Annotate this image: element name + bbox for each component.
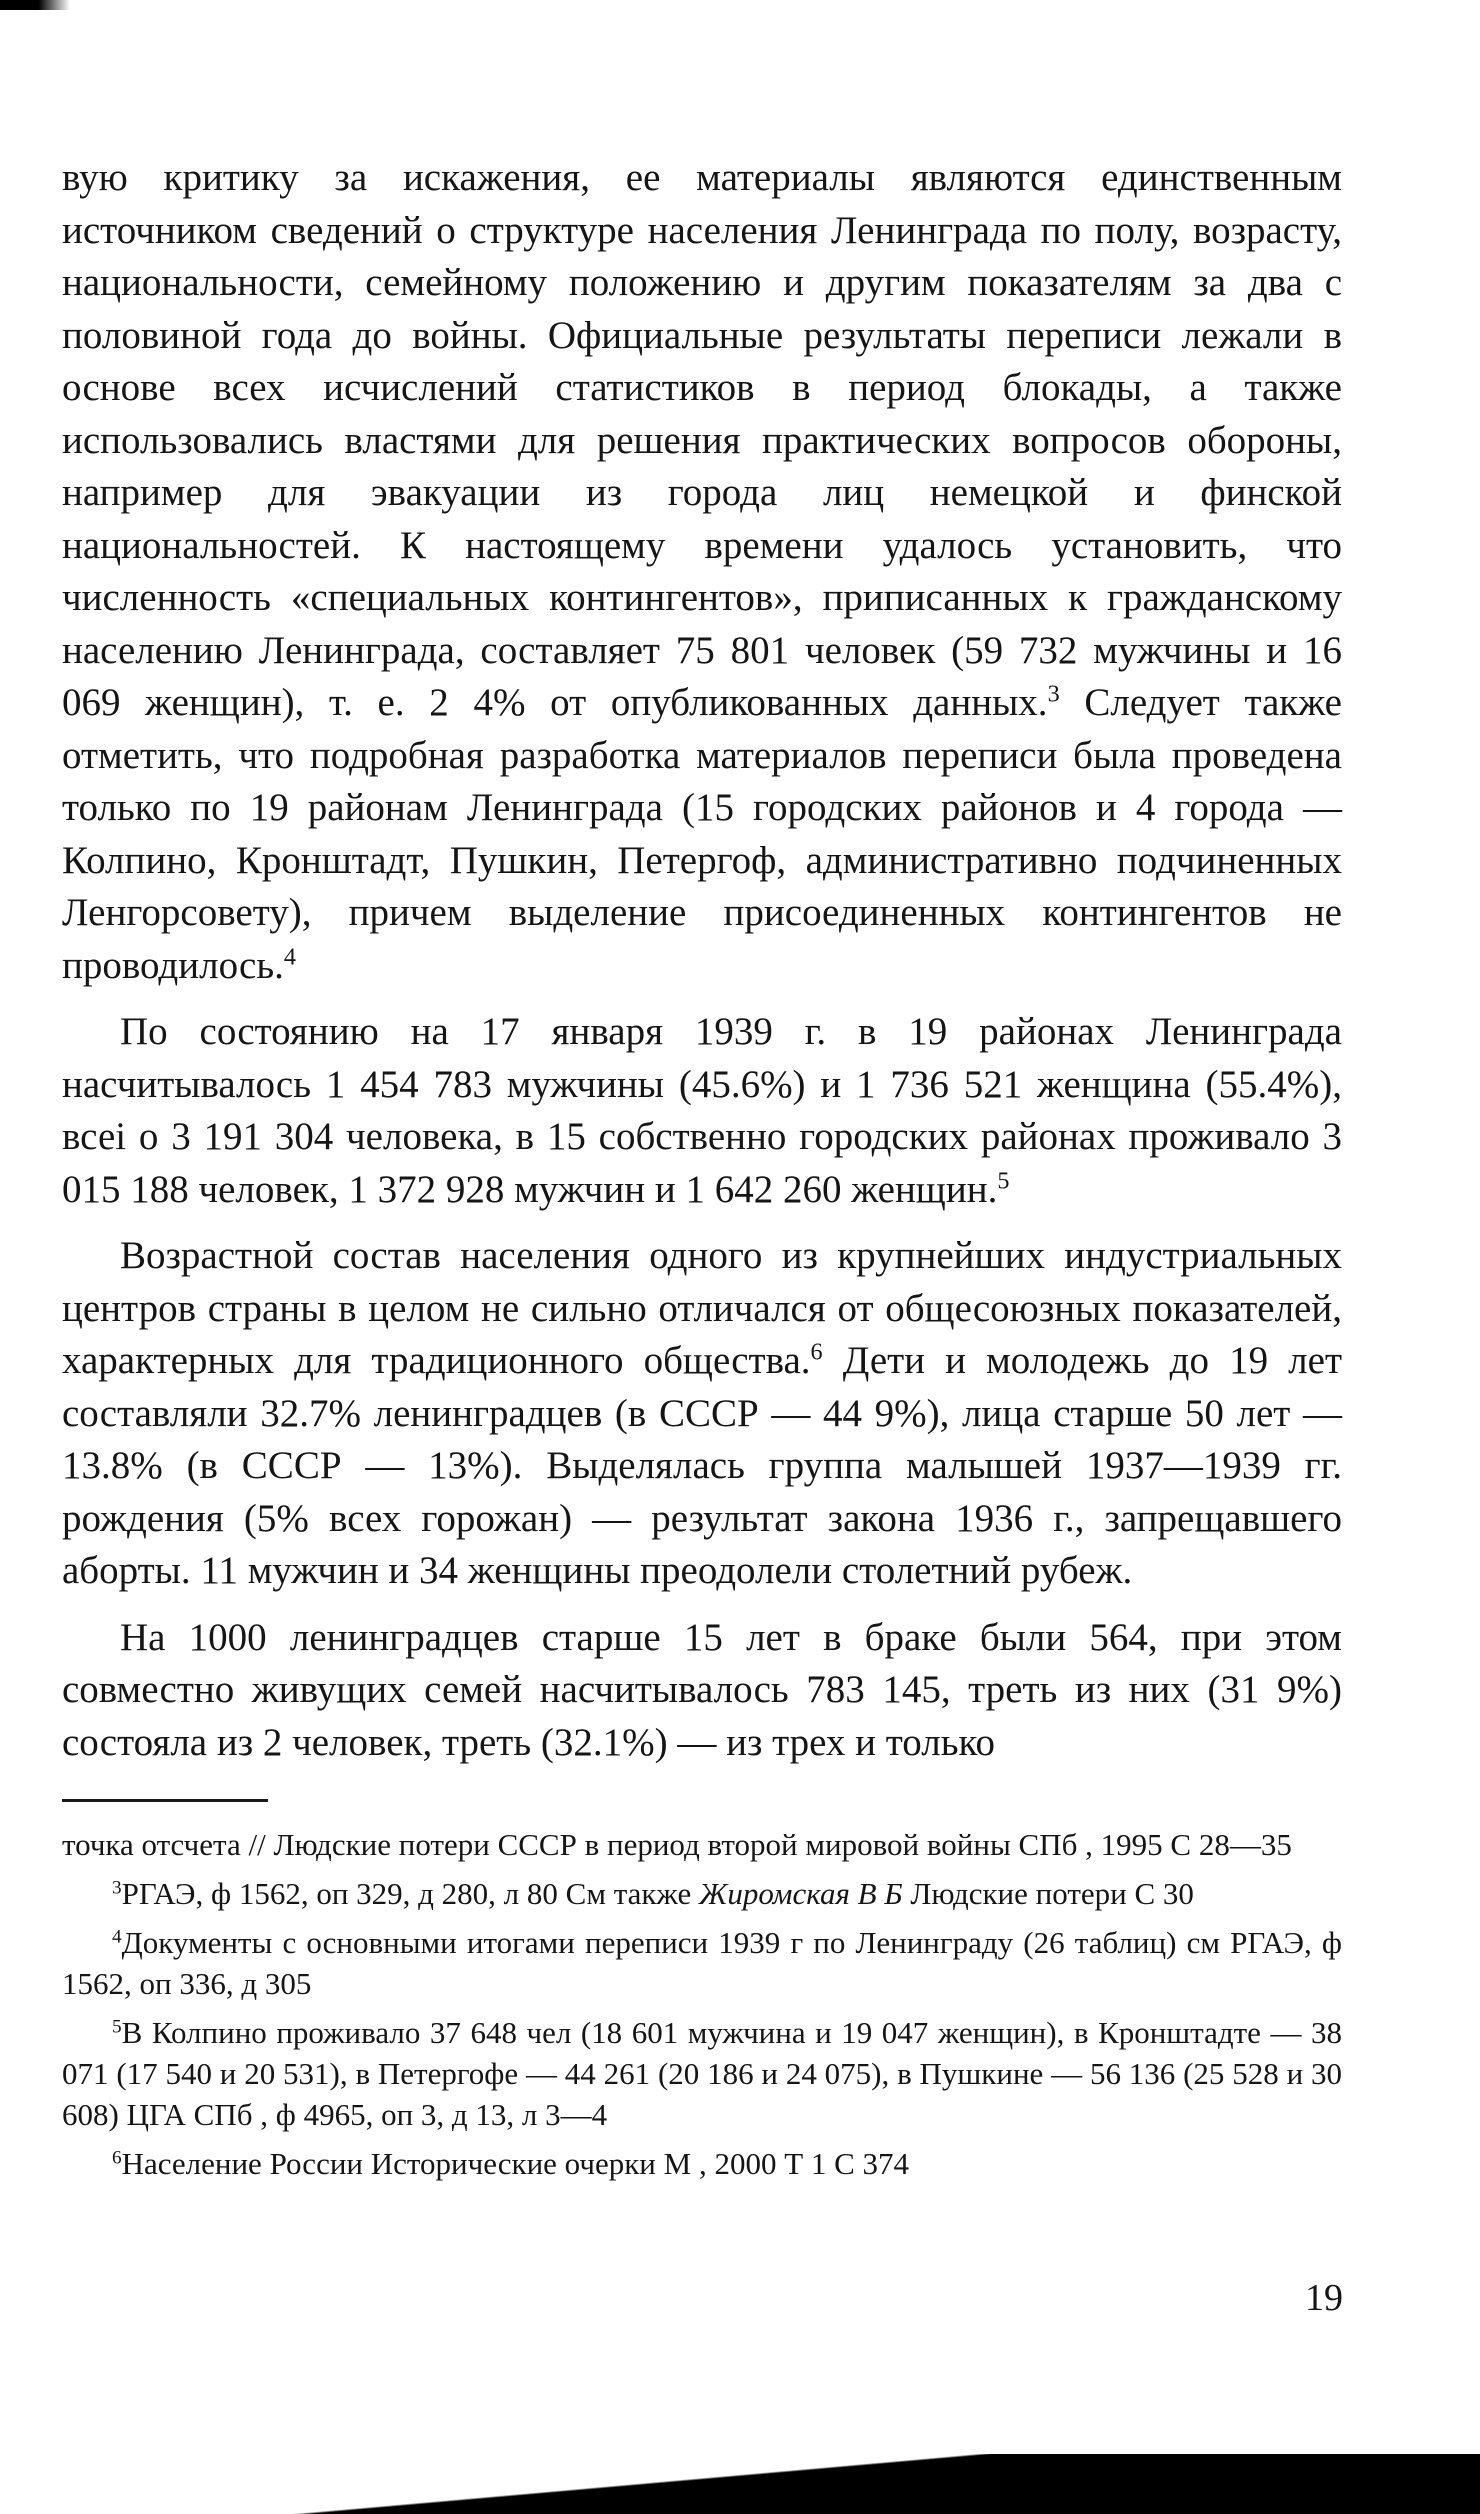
paragraph xyxy=(62,1230,1342,1598)
footnote-marker: 5 xyxy=(997,1167,1010,1195)
paragraph xyxy=(62,152,1342,992)
text-run: По состоянию на 17 января 1939 г. в 19 районах Ленинграда насчитывалось 1 454 783 мужчины (45.6%) и 1 736 521 женщина (55.4%), всеi о 3 191 304 человека, в 15 собственно городских районах проживало 3 015 188 человек, 1 372 928 мужчин и 1 642 260 женщин. xyxy=(62,1010,1342,1211)
italic-author: Жиромская В Б xyxy=(698,1876,903,1911)
paragraph xyxy=(62,1006,1342,1216)
footnote-marker: 4 xyxy=(112,1926,122,1948)
footnote xyxy=(62,2012,1342,2135)
text-run: На 1000 ленинградцев старше 15 лет в браке были 564, при этом совместно живущих семей насчитывалось 783 145, треть из них (31 9%) состояла из 2 человек, треть (32.1%) — из трех и только xyxy=(62,1615,1342,1764)
footnote xyxy=(62,2143,1342,2184)
book-page xyxy=(62,152,1342,2192)
paragraph xyxy=(62,1612,1342,1770)
text-run: точка отсчета // Людские потери СССР в период второй мировой войны СПб , 1995 С 28—35 xyxy=(62,1827,1292,1862)
footnote-marker: 6 xyxy=(112,2147,122,2169)
footnote-marker: 4 xyxy=(283,943,296,971)
footnote-marker: 5 xyxy=(112,2016,122,2038)
text-run: Возрастной состав населения одного из крупнейших индустриальных центров страны в целом не сильно отличался от общесоюзных показателей, характерных для традиционного общества. xyxy=(62,1234,1342,1382)
footnote-marker: 3 xyxy=(1047,680,1060,708)
text-run: В Колпино проживало 37 648 чел (18 601 мужчина и 19 047 женщин), в Кронштадте — 38 071 (17 540 и 20 531), в Петергофе — 44 261 (20 186 и 24 075), в Пушкине — 56 136 (25 528 и 30 608) ЦГА СПб , ф 4965, оп 3, д 13, л 3—4 xyxy=(62,2015,1342,2132)
text-run: Людские потери С 30 xyxy=(902,1876,1194,1911)
footnote xyxy=(62,1873,1342,1914)
body-text xyxy=(62,152,1342,1769)
page-number: 19 xyxy=(1305,2277,1343,2319)
footnote-marker: 3 xyxy=(112,1877,122,1899)
scan-shadow xyxy=(0,2454,1480,2514)
footnotes xyxy=(62,1824,1342,2184)
text-run: Документы с основными итогами переписи 1939 г по Ленинграду (26 таблиц) см РГАЭ, ф 1562, оп 336, д 305 xyxy=(62,1925,1342,2001)
text-run: вую критику за искажения, ее материалы являются единственным источником сведений о структуре населения Ленинграда по полу, возрасту, национальности, семейному положению и другим показателям за два с половиной года до войны. Официальные результаты переписи лежали в основе всех исчислений статистиков в период блокады, а также использовались властями для решения практических вопросов обороны, например для эвакуации из города лиц немецкой и финской национальностей. К настоящему времени удалось установить, что численность «специальных контингентов», приписанных к гражданскому населению Ленинграда, составляет 75 801 человек (59 732 мужчины и 16 069 женщин), т. е. 2 4% от опубликованных данных. xyxy=(62,156,1342,724)
text-run: Дети и молодежь до 19 лет составляли 32.7% ленинградцев (в СССР — 44 9%), лица старше 50 лет — 13.8% (в СССР — 13%). Выделялась группа малышей 1937—1939 гг. рождения (5% всех горожан) — результат закона 1936 г., запрещавшего аборты. 11 мужчин и 34 женщины преодолели столетний рубеж. xyxy=(62,1339,1342,1592)
footnote-marker: 6 xyxy=(810,1338,823,1366)
footnote xyxy=(62,1824,1342,1865)
footnote xyxy=(62,1922,1342,2004)
footnote-separator xyxy=(62,1799,268,1802)
text-run: РГАЭ, ф 1562, оп 329, д 280, л 80 См также xyxy=(121,1876,699,1911)
text-run: Население России Исторические очерки М , 2000 Т 1 С 374 xyxy=(121,2146,910,2181)
scan-edge-top xyxy=(0,0,70,10)
text-run: Следует также отметить, что подробная разработка материалов переписи была проведена только по 19 районам Ленинграда (15 городских районов и 4 города — Колпино, Кронштадт, Пушкин, Петергоф, административно подчиненных Ленгорсовету), причем выделение присоединенных контингентов не проводилось. xyxy=(62,681,1342,987)
